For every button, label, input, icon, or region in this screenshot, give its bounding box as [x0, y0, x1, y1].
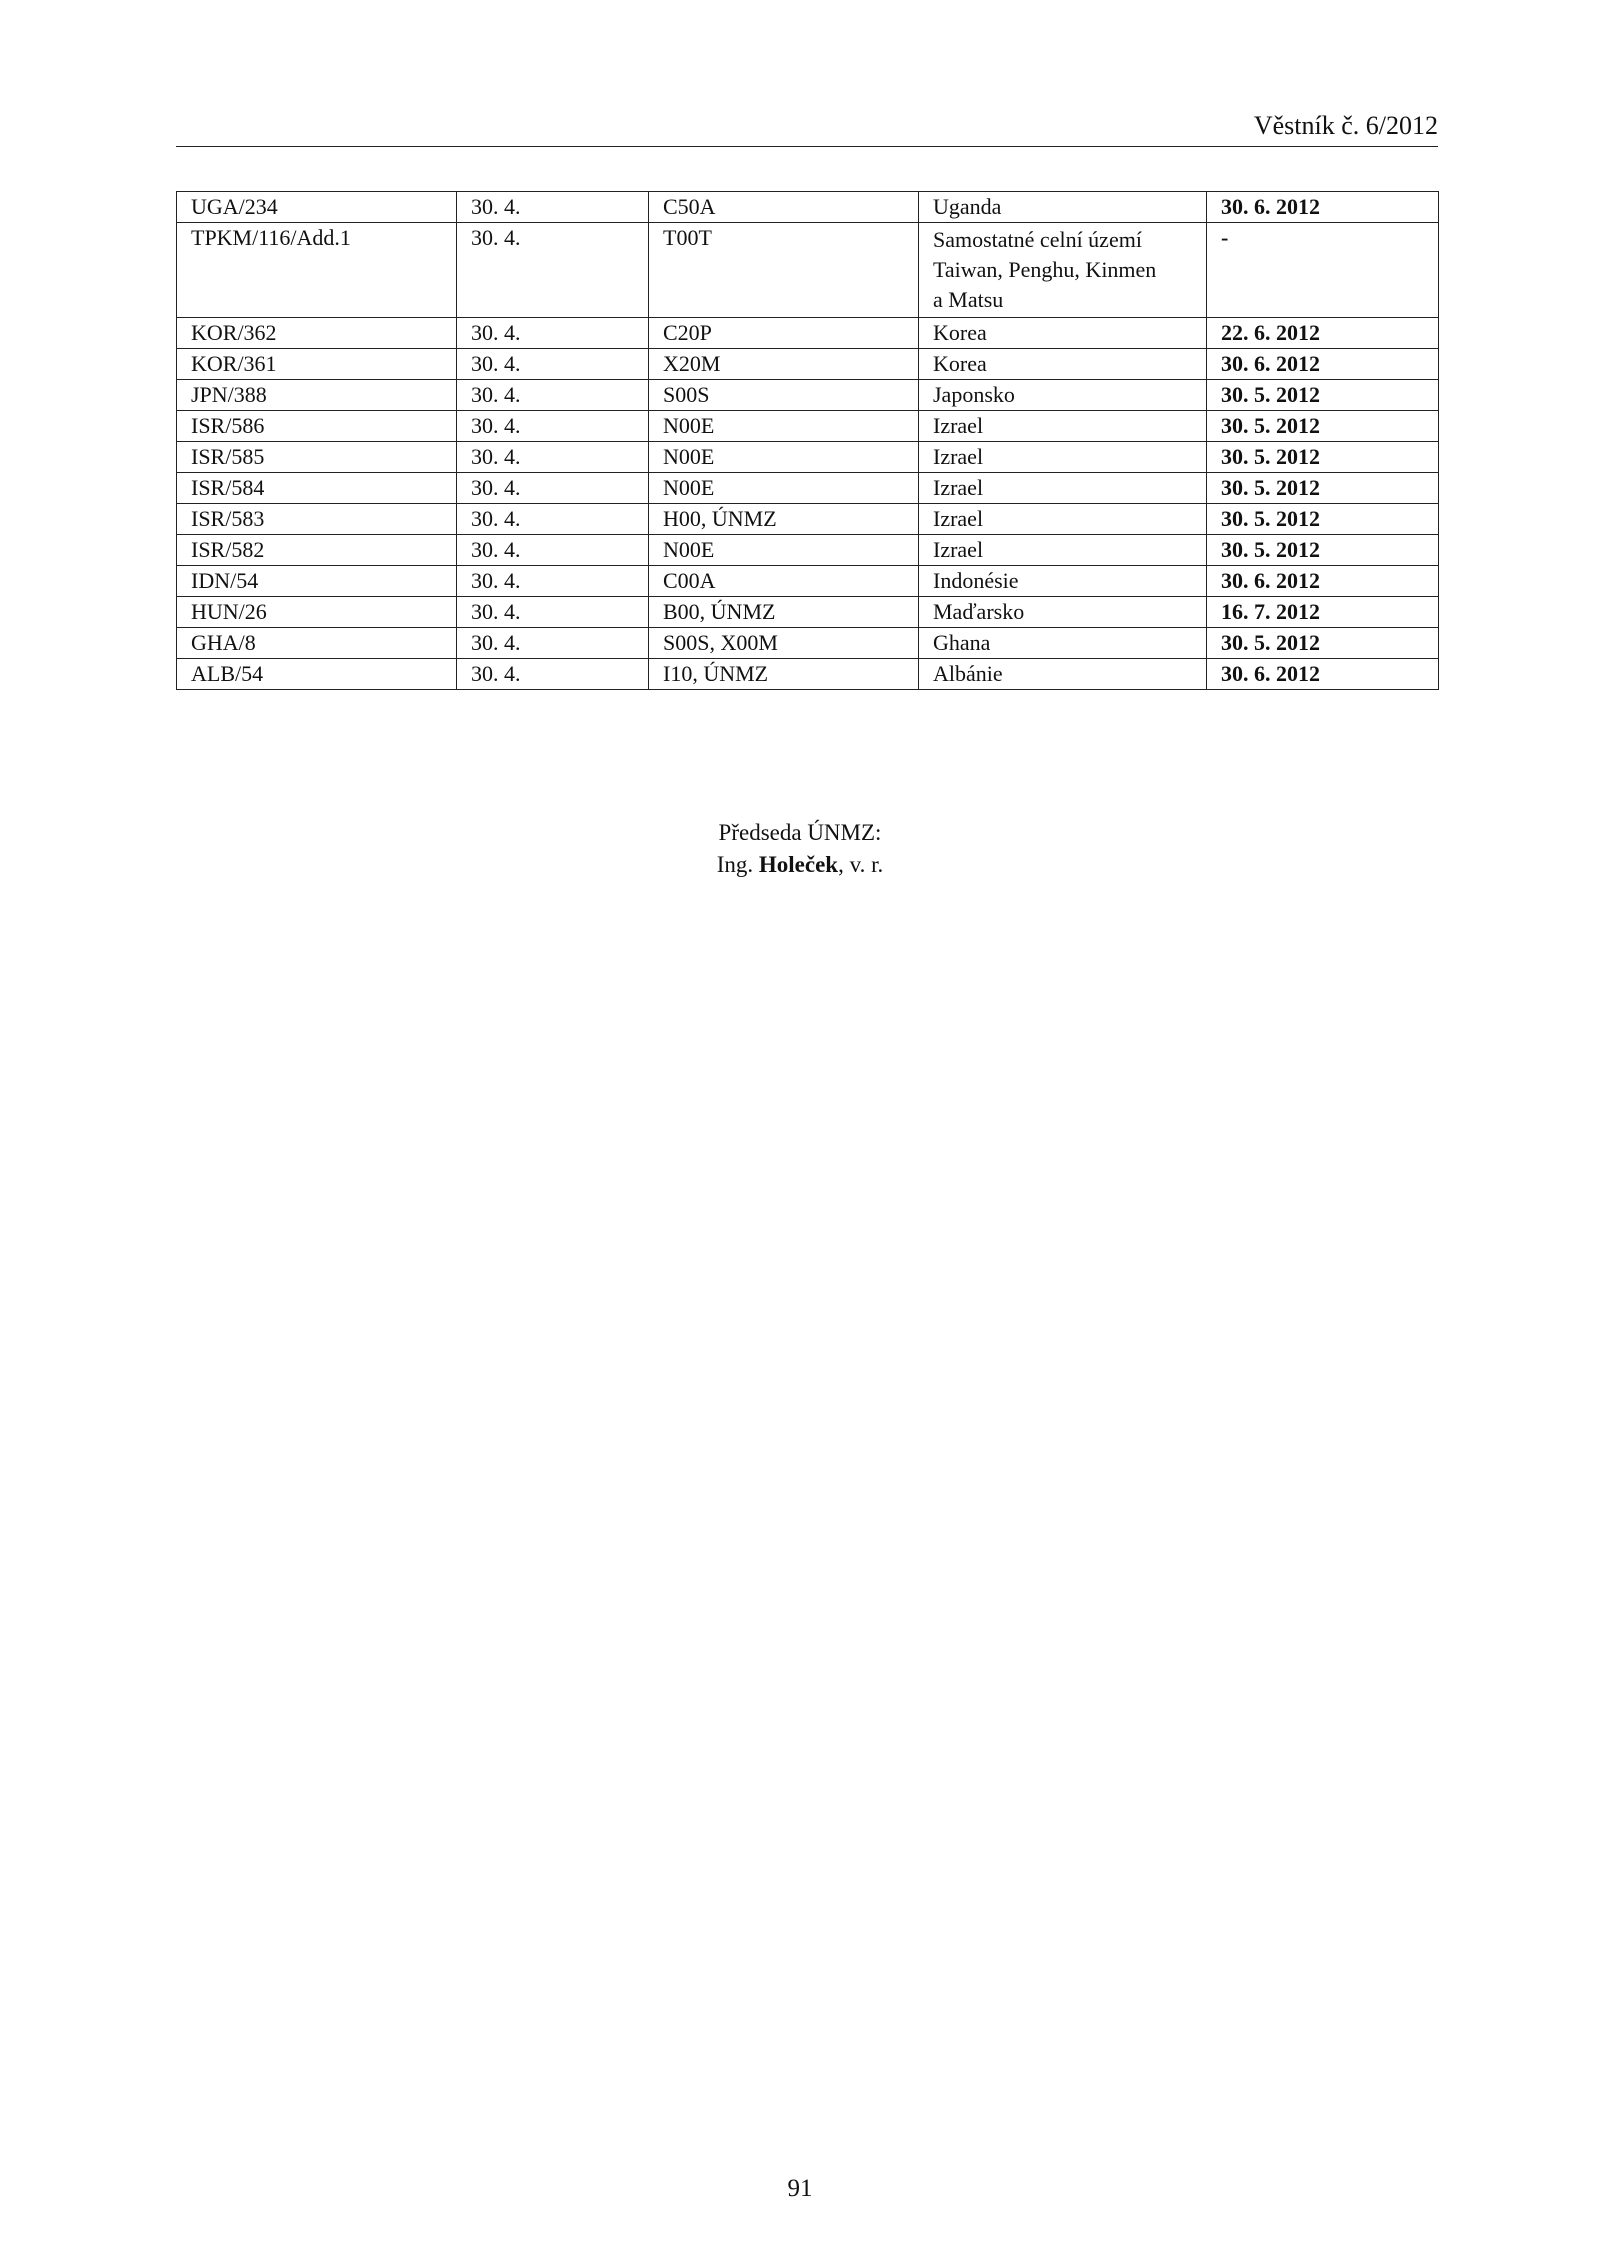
classification-code: T00T [649, 223, 919, 318]
notification-code: KOR/361 [177, 349, 457, 380]
country: Korea [919, 349, 1207, 380]
signature-block [0, 817, 1600, 881]
table-row [177, 504, 1439, 535]
deadline: 16. 7. 2012 [1207, 597, 1439, 628]
country: Maďarsko [919, 597, 1207, 628]
notification-code: TPKM/116/Add.1 [177, 223, 457, 318]
deadline: 30. 6. 2012 [1207, 566, 1439, 597]
country: Korea [919, 318, 1207, 349]
notification-date: 30. 4. [457, 192, 649, 223]
country-line: a Matsu [933, 287, 1004, 312]
deadline: 30. 6. 2012 [1207, 192, 1439, 223]
notification-code: ISR/582 [177, 535, 457, 566]
country: Albánie [919, 659, 1207, 690]
country: Izrael [919, 504, 1207, 535]
classification-code: N00E [649, 473, 919, 504]
signatory-name: Holeček [758, 852, 839, 877]
classification-code: C00A [649, 566, 919, 597]
page-header [176, 108, 1438, 147]
notification-code: JPN/388 [177, 380, 457, 411]
table-row [177, 628, 1439, 659]
table-row [177, 473, 1439, 504]
classification-code: C50A [649, 192, 919, 223]
classification-code: C20P [649, 318, 919, 349]
table-row [177, 597, 1439, 628]
country: Izrael [919, 442, 1207, 473]
country [919, 223, 1207, 318]
notification-code: UGA/234 [177, 192, 457, 223]
notification-code: ISR/584 [177, 473, 457, 504]
country: Ghana [919, 628, 1207, 659]
classification-code: N00E [649, 535, 919, 566]
deadline: 30. 6. 2012 [1207, 659, 1439, 690]
notification-date: 30. 4. [457, 411, 649, 442]
deadline: - [1207, 223, 1439, 318]
country: Izrael [919, 535, 1207, 566]
notification-date: 30. 4. [457, 473, 649, 504]
classification-code: I10, ÚNMZ [649, 659, 919, 690]
notification-code: KOR/362 [177, 318, 457, 349]
notification-date: 30. 4. [457, 597, 649, 628]
classification-code: N00E [649, 411, 919, 442]
country-line: Samostatné celní území [933, 227, 1142, 252]
table-row [177, 318, 1439, 349]
classification-code: S00S, X00M [649, 628, 919, 659]
deadline: 30. 5. 2012 [1207, 380, 1439, 411]
notification-date: 30. 4. [457, 659, 649, 690]
table-row [177, 535, 1439, 566]
table-row [177, 223, 1439, 318]
country: Uganda [919, 192, 1207, 223]
classification-code: S00S [649, 380, 919, 411]
classification-code: N00E [649, 442, 919, 473]
country-line: Taiwan, Penghu, Kinmen [933, 257, 1157, 282]
notification-date: 30. 4. [457, 318, 649, 349]
notification-code: ISR/583 [177, 504, 457, 535]
country: Izrael [919, 411, 1207, 442]
notification-date: 30. 4. [457, 380, 649, 411]
classification-code: H00, ÚNMZ [649, 504, 919, 535]
deadline: 30. 5. 2012 [1207, 628, 1439, 659]
table-row [177, 411, 1439, 442]
deadline: 30. 5. 2012 [1207, 411, 1439, 442]
notification-code: GHA/8 [177, 628, 457, 659]
table-row [177, 566, 1439, 597]
deadline: 30. 5. 2012 [1207, 535, 1439, 566]
signatory-role: Předseda ÚNMZ: [718, 820, 882, 845]
table-row [177, 659, 1439, 690]
table-row [177, 380, 1439, 411]
page-number: 91 [787, 2175, 813, 2202]
notification-code: ALB/54 [177, 659, 457, 690]
notification-date: 30. 4. [457, 504, 649, 535]
classification-code: X20M [649, 349, 919, 380]
notification-code: IDN/54 [177, 566, 457, 597]
deadline: 30. 5. 2012 [1207, 473, 1439, 504]
country: Japonsko [919, 380, 1207, 411]
bulletin-title: Věstník č. 6/2012 [1253, 111, 1438, 140]
notification-date: 30. 4. [457, 442, 649, 473]
notification-date: 30. 4. [457, 628, 649, 659]
country: Izrael [919, 473, 1207, 504]
notification-code: ISR/586 [177, 411, 457, 442]
notification-date: 30. 4. [457, 223, 649, 318]
notifications-table [176, 191, 1439, 690]
deadline: 22. 6. 2012 [1207, 318, 1439, 349]
table-row [177, 192, 1439, 223]
notification-date: 30. 4. [457, 535, 649, 566]
deadline: 30. 5. 2012 [1207, 504, 1439, 535]
signatory-suffix: , v. r. [838, 852, 884, 877]
notification-code: ISR/585 [177, 442, 457, 473]
table-row [177, 349, 1439, 380]
deadline: 30. 5. 2012 [1207, 442, 1439, 473]
notification-date: 30. 4. [457, 349, 649, 380]
notification-date: 30. 4. [457, 566, 649, 597]
table-row [177, 442, 1439, 473]
classification-code: B00, ÚNMZ [649, 597, 919, 628]
notification-code: HUN/26 [177, 597, 457, 628]
country: Indonésie [919, 566, 1207, 597]
signatory-name-line [0, 849, 1600, 881]
deadline: 30. 6. 2012 [1207, 349, 1439, 380]
signatory-title: Ing. [716, 852, 754, 877]
